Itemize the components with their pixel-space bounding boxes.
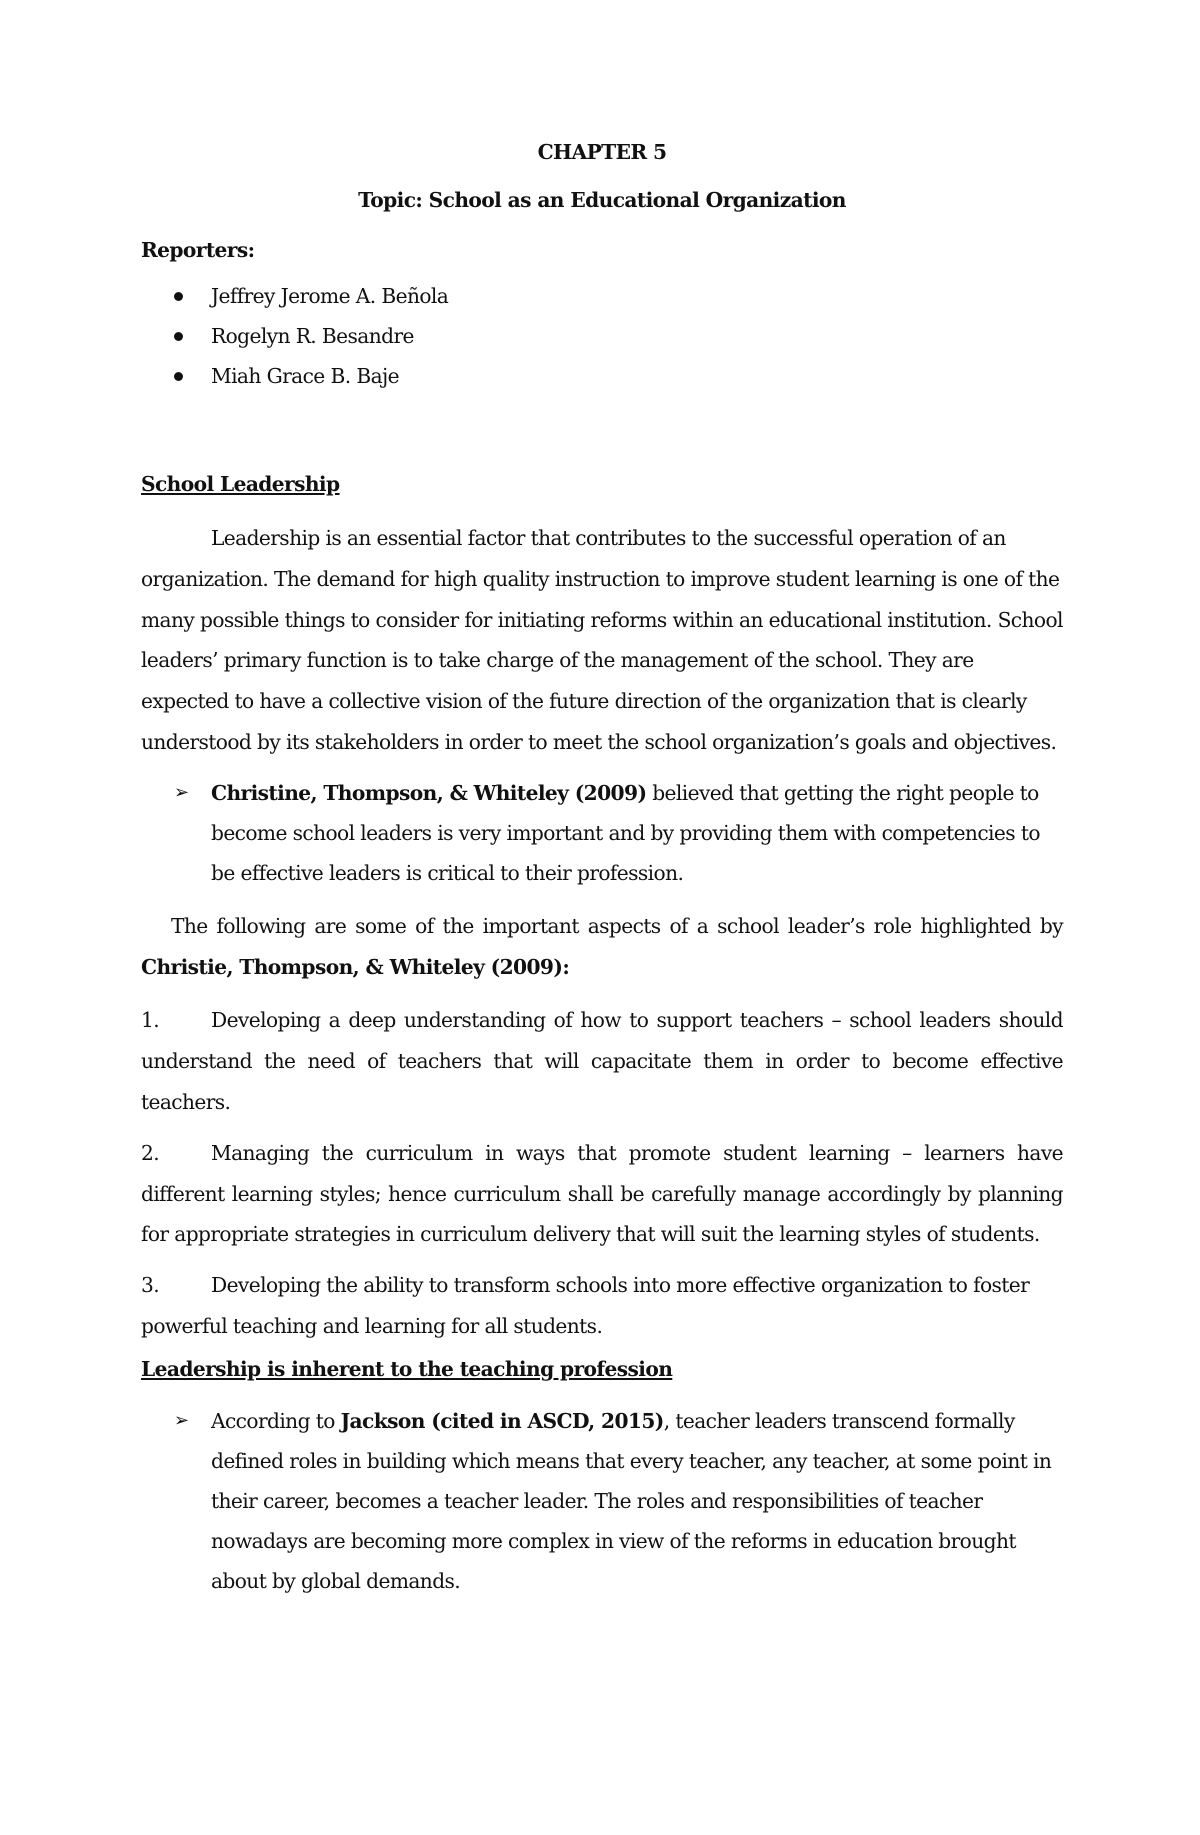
arrow-bullet-icon: ➢: [174, 1409, 189, 1431]
reporter-item: [141, 364, 1063, 388]
leadership-paragraph: Leadership is an essential factor that contributes to the successful operation of an organization. The demand for high quality instruction to improve student learning is one of the many possible things to consider for initiating reforms within an educational institution. School leaders’ primary function is to take charge of the management of the school. They are expected to have a collective vision of the future direction of the organization that is clearly understood by its stakeholders in order to meet the school organization’s goals and objectives.: [141, 526, 1063, 754]
citation-bold: Jackson (cited in ASCD, 2015): [340, 1408, 664, 1433]
citation-pre: According to: [211, 1408, 341, 1433]
topic-title: Topic: School as an Educational Organization: [358, 188, 846, 212]
reporter-item: [141, 324, 1063, 348]
numbered-item: [141, 1133, 1063, 1255]
aspects-intro-bold: Christie, Thompson, & Whiteley (2009):: [141, 954, 570, 979]
chapter-title: CHAPTER 5: [537, 140, 667, 164]
arrow-bullet-icon: ➢: [174, 781, 189, 803]
aspects-intro: [141, 906, 1063, 988]
reporter-name: Miah Grace B. Baje: [211, 364, 400, 388]
citation-text: believed that getting the right people to become school leaders is very important and by providing them with competencies to be effective leaders is critical to their profession.: [211, 780, 1040, 885]
citation-bold: Christine, Thompson, & Whiteley (2009): [211, 780, 647, 805]
reporter-name: Jeffrey Jerome A. Beñola: [211, 284, 449, 308]
aspects-intro-text: The following are some of the important aspects of a school leader’s role highlighted by: [171, 913, 1063, 938]
item-text: Developing a deep understanding of how to support teachers – school leaders should understand the need of teachers that will capacitate them in order to become effective teachers.: [141, 1008, 1063, 1114]
reporter-name: Rogelyn R. Besandre: [211, 324, 414, 348]
item-text: Developing the ability to transform schools into more effective organization to foster powerful teaching and learning for all students.: [141, 1273, 1030, 1338]
item-number: 1.: [141, 1008, 160, 1033]
item-text: Managing the curriculum in ways that promote student learning – learners have different learning styles; hence curriculum shall be carefully manage accordingly by planning for appropriate strategies in curriculum delivery that will suit the learning styles of students.: [141, 1140, 1063, 1247]
bullet-dot-icon: [174, 292, 183, 301]
citation-item-jackson: [141, 1401, 1063, 1601]
reporters-label: Reporters:: [141, 238, 255, 262]
bullet-dot-icon: [174, 372, 183, 381]
item-number: 2.: [141, 1140, 160, 1165]
reporter-item: [141, 284, 1063, 308]
numbered-item: [141, 1000, 1063, 1122]
section-heading-leadership-inherent: Leadership is inherent to the teaching profession: [141, 1356, 673, 1381]
numbered-item: [141, 1265, 1063, 1347]
reporters-list: [141, 284, 1063, 388]
citation-text: , teacher leaders transcend formally defined roles in building which means that every teacher, any teacher, at some point in their career, becomes a teacher leader. The roles and responsibilities of teacher nowadays are becoming more complex in view of the reforms in education brought about by global demands.: [211, 1408, 1052, 1593]
document-content: [141, 140, 1063, 1601]
citation-item-christine: [141, 773, 1063, 893]
section-heading-school-leadership: School Leadership: [141, 472, 340, 496]
item-number: 3.: [141, 1273, 160, 1298]
bullet-dot-icon: [174, 332, 183, 341]
